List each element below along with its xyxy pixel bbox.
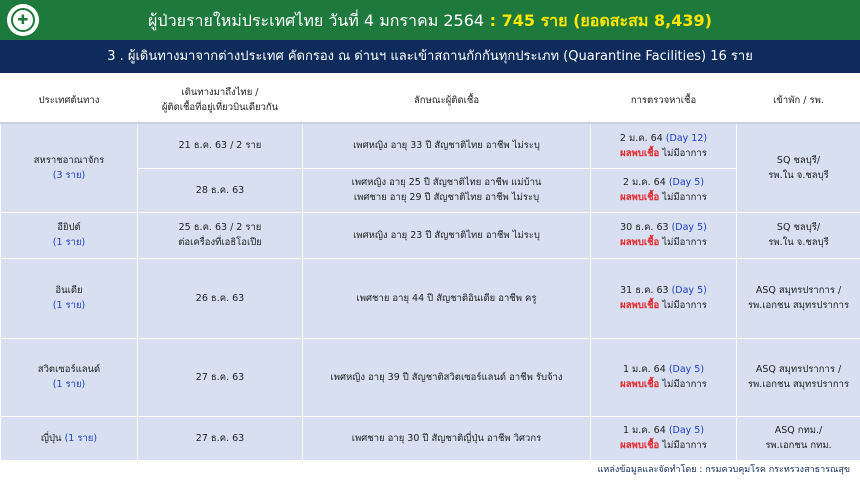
arrival-cell: 27 ธ.ค. 63	[138, 416, 303, 460]
col-header-detection: การตรวจหาเชื้อ	[591, 78, 737, 124]
traits-cell: เพศหญิง อายุ 33 ปี สัญชาติไทย อาชีพ ไม่ระบุ	[303, 123, 591, 168]
table-row	[1, 338, 860, 416]
positive-label: ผลพบเชื้อ	[620, 300, 660, 311]
traits-line1: เพศหญิง อายุ 25 ปี สัญชาติไทย อาชีพ แม่บ้าน	[351, 177, 542, 188]
arrival-cell: 26 ธ.ค. 63	[138, 258, 303, 338]
detection-day: (Day 5)	[668, 364, 705, 375]
country-cell	[1, 123, 138, 212]
detection-day: (Day 5)	[671, 285, 707, 296]
detection-cell	[591, 212, 737, 258]
country-count: (1 ราย)	[64, 432, 98, 444]
facility-line1: ASQ สมุทรปราการ /	[755, 285, 842, 296]
detection-day: (Day 5)	[668, 425, 705, 436]
col-header-traits: ลักษณะผู้ติดเชื้อ	[303, 78, 591, 124]
traits-cell	[303, 168, 591, 212]
traits-line2: เพศชาย อายุ 29 ปี สัญชาติไทย อาชีพ ไม่ระบุ	[353, 192, 540, 203]
positive-label: ผลพบเชื้อ	[620, 440, 660, 451]
source-footer: แหล่งข้อมูลและจัดทำโดย : กรมควบคุมโรค กระทรวงสาธารณสุข	[597, 465, 850, 475]
traits-cell: เพศหญิง อายุ 23 ปี สัญชาติไทย อาชีพ ไม่ระบุ	[303, 212, 591, 258]
country-name: อินเดีย	[55, 285, 83, 296]
facility-line2: รพ.ใน จ.ชลบุรี	[768, 237, 829, 248]
detection-day: (Day 5)	[668, 177, 705, 188]
table-row	[1, 258, 860, 338]
col-header-arrival	[138, 78, 303, 124]
cases-table	[0, 77, 860, 461]
country-count: (1 ราย)	[52, 300, 86, 311]
country-cell	[1, 416, 138, 460]
col-header-country: ประเทศต้นทาง	[1, 78, 138, 124]
detection-day: (Day 5)	[671, 222, 707, 233]
ministry-logo-icon: ✚	[7, 4, 39, 36]
country-cell	[1, 258, 138, 338]
facility-line1: SQ ชลบุรี/	[776, 154, 821, 166]
facility-cell	[737, 212, 860, 258]
detection-date: 1 ม.ค. 64	[622, 425, 666, 436]
traits-cell: เพศชาย อายุ 44 ปี สัญชาติอินเดีย อาชีพ ครู	[303, 258, 591, 338]
arrival-cell: 21 ธ.ค. 63 / 2 ราย	[138, 123, 303, 168]
title-bar	[0, 0, 860, 40]
arrival-cell	[138, 212, 303, 258]
col-header-facility: เข้าพัก / รพ.	[737, 78, 860, 124]
positive-label: ผลพบเชื้อ	[620, 192, 660, 203]
facility-line2: รพ.เอกชน สมุทรปราการ	[747, 379, 850, 390]
positive-label: ผลพบเชื้อ	[620, 147, 660, 159]
country-count: (1 ราย)	[52, 379, 86, 390]
page-title	[0, 9, 860, 34]
arrival-cell: 27 ธ.ค. 63	[138, 338, 303, 416]
facility-line2: รพ.เอกชน สมุทรปราการ	[747, 300, 850, 311]
detection-date: 2 ม.ค. 64	[619, 132, 663, 144]
symptom-label: ไม่มีอาการ	[662, 379, 707, 390]
arrival-line2: ต่อเครื่องที่เอธิโอเปีย	[178, 237, 262, 248]
traits-cell: เพศหญิง อายุ 39 ปี สัญชาติสวิตเซอร์แลนด์ อาชีพ รับจ้าง	[303, 338, 591, 416]
facility-cell	[737, 123, 860, 212]
facility-cell	[737, 338, 860, 416]
table-row	[1, 123, 860, 168]
facility-cell	[737, 416, 860, 460]
facility-cell	[737, 258, 860, 338]
country-name: ญี่ปุ่น	[40, 432, 62, 444]
detection-date: 30 ธ.ค. 63	[620, 222, 669, 233]
country-cell	[1, 338, 138, 416]
symptom-label: ไม่มีอาการ	[662, 192, 707, 203]
table-header-row	[1, 78, 860, 124]
title-separator: :	[484, 11, 502, 30]
detection-cell	[591, 168, 737, 212]
positive-label: ผลพบเชื้อ	[620, 237, 660, 248]
col-header-arrival-line1: เดินทางมาถึงไทย /	[181, 87, 259, 98]
title-case-count: 745 ราย (ยอดสะสม 8,439)	[501, 11, 712, 30]
country-name: สหราชอาณาจักร	[33, 154, 105, 166]
facility-line1: ASQ กทม./	[774, 425, 823, 436]
title-main: ผู้ป่วยรายใหม่ประเทศไทย วันที่ 4 มกราคม 2564	[148, 11, 485, 30]
symptom-label: ไม่มีอาการ	[662, 440, 707, 451]
detection-date: 31 ธ.ค. 63	[620, 285, 669, 296]
facility-line2: รพ.ใน จ.ชลบุรี	[768, 169, 829, 181]
arrival-line1: 25 ธ.ค. 63 / 2 ราย	[178, 222, 262, 233]
table-row	[1, 416, 860, 460]
positive-label: ผลพบเชื้อ	[620, 379, 660, 390]
detection-cell	[591, 123, 737, 168]
symptom-label: ไม่มีอาการ	[662, 300, 707, 311]
symptom-label: ไม่มีอาการ	[662, 147, 707, 159]
detection-cell	[591, 416, 737, 460]
country-count: (1 ราย)	[52, 237, 86, 248]
arrival-cell: 28 ธ.ค. 63	[138, 168, 303, 212]
facility-line1: SQ ชลบุรี/	[776, 222, 821, 233]
facility-line1: ASQ สมุทรปราการ /	[755, 364, 842, 375]
facility-line2: รพ.เอกชน กทม.	[765, 440, 832, 451]
country-count: (3 ราย)	[52, 169, 86, 181]
detection-date: 1 ม.ค. 64	[622, 364, 666, 375]
detection-cell	[591, 258, 737, 338]
country-name: สวิตเซอร์แลนด์	[37, 364, 101, 375]
country-cell	[1, 212, 138, 258]
section-header: 3 . ผู้เดินทางมาจากต่างประเทศ คัดกรอง ณ ด่านฯ และเข้าสถานกักกันทุกประเภท (Quarantine Facilities) 16 ราย	[0, 40, 860, 73]
col-header-arrival-line2: ผู้ติดเชื้อที่อยู่เที่ยวบินเดียวกัน	[161, 102, 279, 113]
traits-cell: เพศชาย อายุ 30 ปี สัญชาติญี่ปุ่น อาชีพ วิศวกร	[303, 416, 591, 460]
country-name: อียิปต์	[57, 222, 81, 233]
table-row	[1, 212, 860, 258]
detection-date: 2 ม.ค. 64	[622, 177, 666, 188]
detection-day: (Day 12)	[665, 132, 708, 144]
detection-cell	[591, 338, 737, 416]
symptom-label: ไม่มีอาการ	[662, 237, 707, 248]
